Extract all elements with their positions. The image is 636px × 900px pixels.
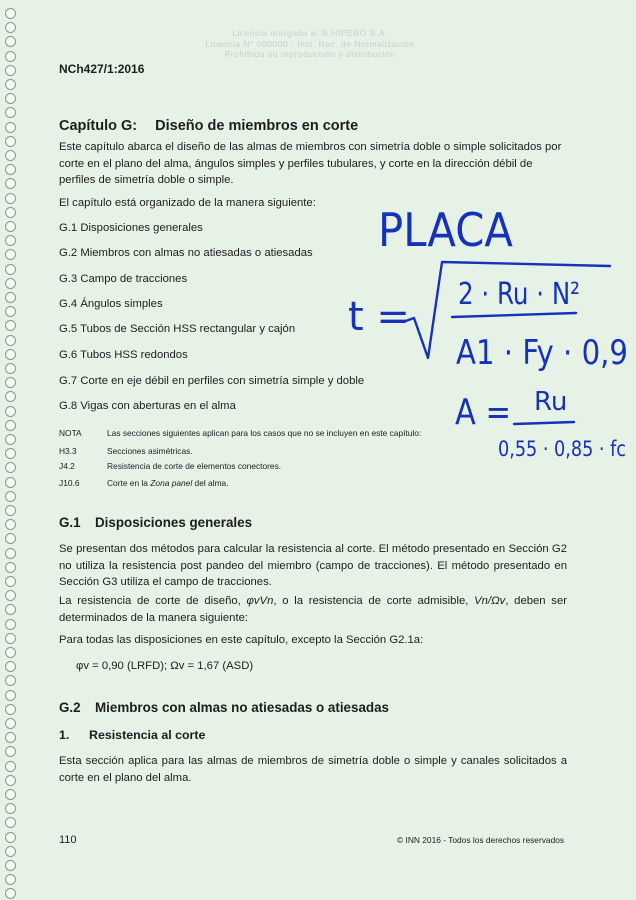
page-number: 110 [59,834,77,846]
g1-paragraph-2: La resistencia de corte de diseño, φvVn, o la resistencia de corte admisible, Vn/Ωv, deben ser determinados de la manera siguiente: [59,595,567,624]
toc-item: G.5 Tubos de Sección HSS rectangular y cajón [59,323,296,335]
chapter-organized-text: El capítulo está organizado de la manera siguiente: [59,197,316,209]
g2-paragraph-1: Esta sección aplica para las almas de miembros de simetría doble o simple y canales solicitados a corte en el plano del alma. [59,755,567,784]
note-italic-term: Zona panel [150,478,193,488]
chapter-label: Capítulo G: [59,118,138,134]
note-text: Las secciones siguientes aplican para los casos que no se incluyen en este capítulo: [107,428,422,438]
note-key: NOTA [59,428,82,438]
copyright-notice: © INN 2016 - Todos los derechos reservados [397,835,565,845]
watermark-line: Licencia N° 000000 - Inst. Nac. de Normalización [205,38,415,49]
design-strength-symbol: φvVn [246,595,274,607]
section-number: G.1 [59,515,81,530]
g1-paragraph-1: Se presentan dos métodos para calcular la resistencia al corte. El método presentado en Sección G2 no utiliza la resistencia post pandeo del miembro (campo de tracciones). El método presentado en Sección G3 utiliza el campo de tracciones. [59,543,567,589]
handwritten-a-equals: A = [455,392,511,433]
handwritten-a-numerator: Ru [534,387,568,417]
watermark-line: Prohibida su reproducción y distribución [224,49,396,59]
toc-item: G.1 Disposiciones generales [59,222,203,234]
note-key: J4.2 [59,461,75,471]
note-key: H3.3 [59,446,77,456]
resistance-factors-formula: φv = 0,90 (LRFD); Ωv = 1,67 (ASD) [76,660,254,672]
handwritten-fraction-bar [452,313,576,317]
toc-item: G.2 Miembros con almas no atiesadas o atiesadas [59,247,313,259]
note-text: Corte en la Zona panel del alma. [107,478,229,488]
section-number: G.2 [59,700,81,715]
chapter-intro: Este capítulo abarca el diseño de las almas de miembros con simetría doble o simple solicitados por corte en el plano del alma, ángulos simples y perfiles tubulares, y corte en la dirección débil de perfiles de simetría doble o simple. [59,141,562,187]
handwritten-t-equals: t = [348,294,410,340]
toc-item: G.8 Vigas con aberturas en el alma [59,400,236,412]
g1-paragraph-3: Para todas las disposiciones en este capítulo, excepto la Sección G2.1a: [59,634,424,646]
note-key: J10.6 [59,478,80,488]
handwritten-placa: PLACA [378,203,514,257]
toc-item: G.7 Corte en eje débil en perfiles con simetría simple y doble [59,375,365,387]
toc-item: G.4 Ángulos simples [59,298,163,310]
toc-item: G.6 Tubos HSS redondos [59,349,188,361]
handwritten-a-fraction-bar [514,422,574,424]
chapter-title: Diseño de miembros en corte [155,118,359,134]
handwritten-numerator: 2 · Ru · N² [458,277,580,312]
note-text: Resistencia de corte de elementos conectores. [107,461,282,471]
section-title: Disposiciones generales [95,515,253,530]
toc-item: G.3 Campo de tracciones [59,273,188,285]
allowable-strength-symbol: Vn/Ωv [474,595,506,607]
note-text: Secciones asimétricas. [107,446,193,456]
subsection-title: Resistencia al corte [89,728,206,742]
subsection-number: 1. [59,728,70,742]
watermark-line: Licencia otorgada a: R.HIPERO S.A. [232,28,388,38]
section-title: Miembros con almas no atiesadas o atiesadas [95,700,389,715]
standard-id: NCh427/1:2016 [59,62,145,76]
handwritten-a-denominator: 0,55 · 0,85 · fc [498,437,626,461]
handwritten-denominator: A1 · Fy · 0,9 [456,333,628,373]
